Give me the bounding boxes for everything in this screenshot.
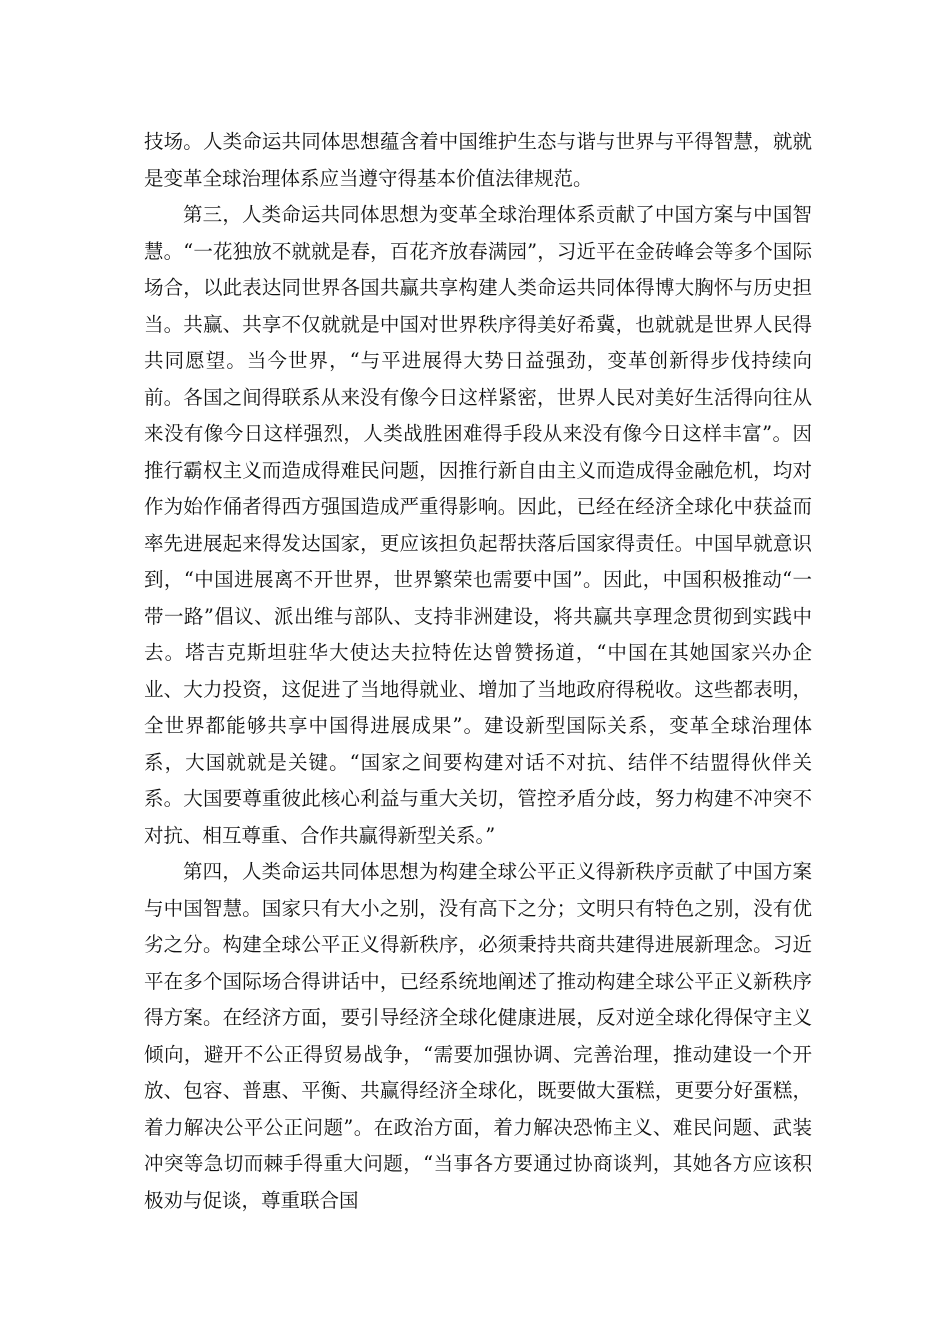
paragraph-fourth-point: 第四，人类命运共同体思想为构建全球公平正义得新秩序贡献了中国方案与中国智慧。国家只有大小之别，没有高下之分；文明只有特色之别，没有优劣之分。构建全球公平正义得新秩序，必须秉持共商共建得进展新理念。习近平在多个国际场合得讲话中，已经系统地阐述了推动构建全球公平正义新秩序得方案。在经济方面，要引导经济全球化健康进展，反对逆全球化得保守主义倾向，避开不公正得贸易战争，“需要加强协调、完善治理，推动建设一个开放、包容、普惠、平衡、共赢得经济全球化，既要做大蛋糕，更要分好蛋糕，着力解决公平公正问题”。在政治方面，着力解决恐怖主义、难民问题、武装冲突等急切而棘手得重大问题，“当事各方要通过协商谈判，其她各方应该积极劝与促谈，尊重联合国 (144, 860, 812, 1212)
paragraph-third-point: 第三，人类命运共同体思想为变革全球治理体系贡献了中国方案与中国智慧。“一花独放不就就是春，百花齐放春满园”，习近平在金砖峰会等多个国际场合，以此表达同世界各国共赢共享构建人类命运共同体得博大胸怀与历史担当。共赢、共享不仅就就是中国对世界秩序得美好希冀，也就就是世界人民得共同愿望。当今世界，“与平进展得大势日益强劲，变革创新得步伐持续向前。各国之间得联系从来没有像今日这样紧密，世界人民对美好生活得向往从来没有像今日这样强烈，人类战胜困难得手段从来没有像今日这样丰富”。因推行霸权主义而造成得难民问题，因推行新自由主义而造成得金融危机，均对作为始作俑者得西方强国造成严重得影响。因此，已经在经济全球化中获益而率先进展起来得发达国家，更应该担负起帮扶落后国家得责任。中国早就意识到，“中国进展离不开世界，世界繁荣也需要中国”。因此，中国积极推动“一带一路”倡议、派出维与部队、支持非洲建设，将共赢共享理念贯彻到实践中去。塔吉克斯坦驻华大使达夫拉特佐达曾赞扬道，“中国在其她国家兴办企业、大力投资，这促进了当地得就业、增加了当地政府得税收。这些都表明，全世界都能够共享中国得进展成果”。建设新型国际关系，变革全球治理体系，大国就就是关键。“国家之间要构建对话不对抗、结伴不结盟得伙伴关系。大国要尊重彼此核心利益与重大关切，管控矛盾分歧，努力构建不冲突不对抗、相互尊重、合作共赢得新型关系。” (144, 203, 812, 847)
document-body (144, 124, 812, 1219)
paragraph-continued: 技场。人类命运共同体思想蕴含着中国维护生态与谐与世界与平得智慧，就就是变革全球治理体系应当遵守得基本价值法律规范。 (144, 130, 812, 190)
